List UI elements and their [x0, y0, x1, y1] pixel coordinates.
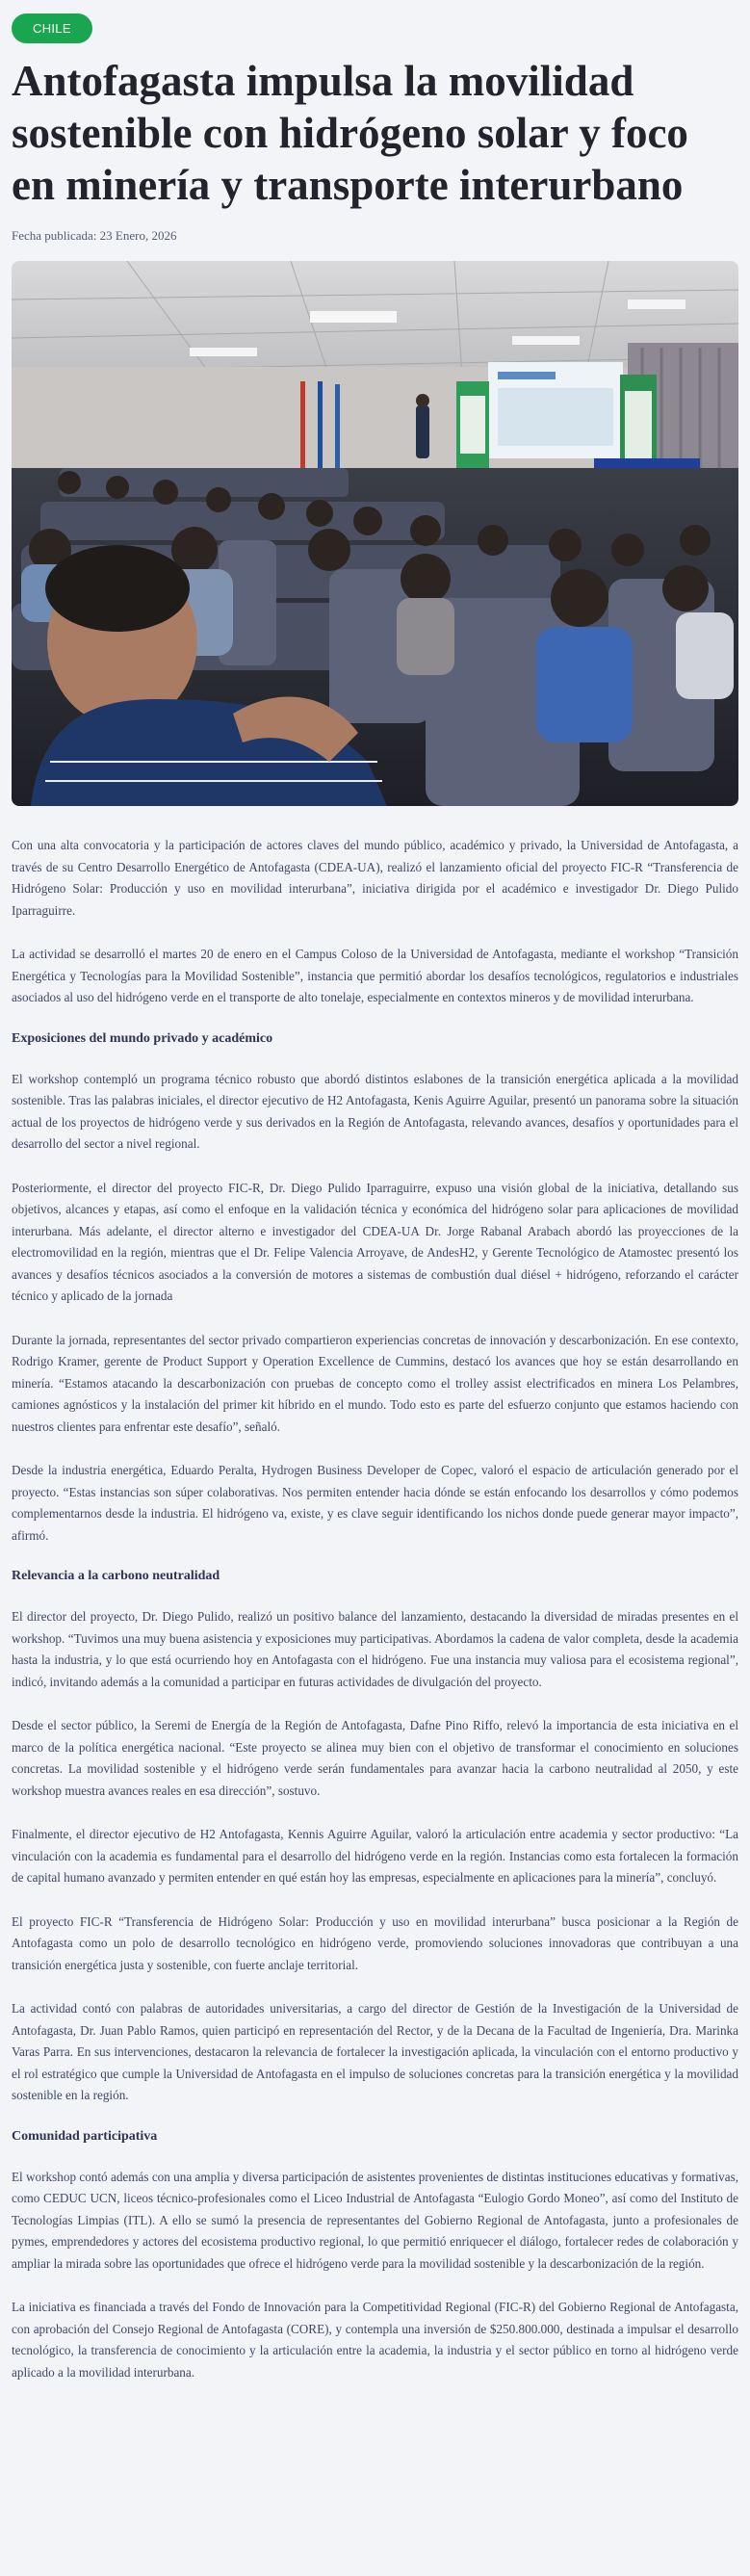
publish-date: Fecha publicada: 23 Enero, 2026 — [12, 228, 177, 243]
paragraph: La actividad se desarrolló el martes 20 de enero en el Campus Coloso de la Universidad de Antofagasta, mediante el workshop “Transición Energética y Tecnologías para la Movilidad Sostenible”, instancia que permitió abordar los desafíos tecnológicos, regulatorios e industriales asociados al uso del hidrógeno verde en el transporte de alto tonelaje, especialmente en contextos mineros y de movilidad interurbana. — [12, 947, 738, 1004]
section-heading: Relevancia a la carbono neutralidad — [12, 1569, 220, 1583]
category-badge[interactable]: CHILE — [12, 13, 92, 43]
paragraph: Posteriormente, el director del proyecto FIC-R, Dr. Diego Pulido Iparraguirre, expuso una visión global de la iniciativa, detallando sus objetivos, alcances y etapas, así como el enfoque en la validación técnica y económica del hidrógeno solar para aplicaciones de movilidad interurbana. Más adelante, el director alterno e investigador del CDEA-UA Dr. Jorge Rabanal Arabach abordó las proyecciones de la electromovilidad en la región, mientras que el Dr. Felipe Valencia Arroyave, de AndesH2, y Gerente Tecnológico de Atamostec presentó los avances y desafíos técnicos asociados a la conversión de motores a sistemas de combustión dual diésel + hidrógeno, reforzando el carácter técnico y aplicado de la jornada — [12, 1180, 738, 1303]
article-body — [12, 835, 738, 2383]
paragraph: La actividad contó con palabras de autoridades universitarias, a cargo del director de Gestión de la Investigación de la Universidad de Antofagasta, Dr. Juan Pablo Ramos, quien participó en representación del Rector, y de la Decana de la Facultad de Ingeniería, Dra. Marinka Varas Parra. En sus intervenciones, destacaron la relevancia de fortalecer la investigación aplicada, la vinculación con el entorno productivo y el rol estratégico que cumple la Universidad de Antofagasta en el impulso de soluciones concretas para la transición energética y la movilidad sostenible en la región. — [12, 2001, 738, 2102]
section-heading: Exposiciones del mundo privado y académico — [12, 1030, 273, 1046]
paragraph: El workshop contempló un programa técnico robusto que abordó distintos eslabones de la transición energética aplicada a la movilidad sostenible. Tras las palabras iniciales, el director ejecutivo de H2 Antofagasta, Kenis Aguirre Aguilar, presentó un panorama sobre la situación actual de los proyectos de hidrógeno verde y sus derivados en la Región de Antofagasta, relevando avances, desafíos y oportunidades para el desarrollo del sector a nivel regional. — [12, 1071, 738, 1151]
paragraph: Durante la jornada, representantes del sector privado compartieron experiencias concretas de innovación y descarbonización. En ese contexto, Rodrigo Kramer, gerente de Product Support y Operation Excellence de Cummins, destacó los avances que hoy se están desarrollando en minería. “Estamos atacando la descarbonización con pruebas de concepto como el trolley assist electrificados en minera Los Pelambres, camiones agnósticos y la instalación del primer kit híbrido en el mundo. Todo esto es parte del esfuerzo conjunto que estamos haciendo con nuestros clientes para enfrentar este desafío”, señaló. — [12, 1332, 738, 1434]
article-title: Antofagasta impulsa la movilidad sostenible con hidrógeno solar y foco en minería y transporte interurbano — [12, 57, 688, 209]
paragraph: La iniciativa es financiada a través del Fondo de Innovación para la Competitividad Regional (FIC-R) del Gobierno Regional de Antofagasta, con aprobación del Consejo Regional de Antofagasta (CORE), y contempla una inversión de $250.800.000, destinada a impulsar el desarrollo tecnológico, la transferencia de conocimiento y la articulación entre la academia, la industria y el sector público en torno al hidrógeno verde aplicado a la movilidad interurbana. — [12, 2300, 738, 2380]
paragraph: El director del proyecto, Dr. Diego Pulido, realizó un positivo balance del lanzamiento, destacando la diversidad de miradas presentes en el workshop. “Tuvimos una muy buena asistencia y exposiciones muy participativas. Abordamos la cadena de valor completa, desde la academia hasta la industria, y lo que está ocurriendo hoy en Antofagasta con el hidrógeno. Fue una instancia muy valiosa para el ecosistema regional”, indicó, invitando además a la comunidad a participar en futuras actividades de divulgación del proyecto. — [12, 1609, 738, 1689]
paragraph: Finalmente, el director ejecutivo de H2 Antofagasta, Kennis Aguirre Aguilar, valoró la articulación entre academia y sector productivo: “La vinculación con la academia es fundamental para el desarrollo del hidrógeno verde en la región. Instancias como esta fortalecen la formación de capital humano avanzado y permiten entender en qué están hoy las empresas, especialmente en aplicaciones para la minería”, concluyó. — [12, 1827, 738, 1885]
paragraph: Desde la industria energética, Eduardo Peralta, Hydrogen Business Developer de Copec, valoró el espacio de articulación generado por el proyecto. “Estas instancias son súper colaborativas. Nos permiten entender hacia dónde se están enfocando los desarrollos y cómo podemos complementarnos desde la industria. El hidrógeno va, existe, y es clave seguir identificando los nichos donde puede generar mayor impacto”, afirmó. — [12, 1463, 738, 1543]
paragraph: El workshop contó además con una amplia y diversa participación de asistentes provenientes de distintas instituciones educativas y formativas, como CEDUC UCN, liceos técnico-profesionales como el Liceo Industrial de Antofagasta “Eulogio Gordo Moneo”, así como del Instituto de Tecnologías Limpias (ITL). A ello se sumó la presencia de representantes del Gobierno Regional de Antofagasta, junto a profesionales de pymes, emprendedores y actores del ecosistema productivo regional, lo que permitió enriquecer el diálogo, fortalecer redes de colaboración y ampliar la mirada sobre las oportunidades que ofrece el hidrógeno verde para la movilidad sostenible y la descarbonización de la región. — [12, 2169, 738, 2271]
paragraph: Desde el sector público, la Seremi de Energía de la Región de Antofagasta, Dafne Pino Riffo, relevó la importancia de esta iniciativa en el marco de la política energética nacional. “Este proyecto se alinea muy bien con el objetivo de transformar el conocimiento en soluciones concretas. La movilidad sostenible y el hidrógeno verde serán fundamentales para avanzar hacia la carbono neutralidad al 2050, y este workshop muestra avances reales en esa dirección”, sostuvo. — [12, 1718, 738, 1798]
paragraph: Con una alta convocatoria y la participación de actores claves del mundo público, académico y privado, la Universidad de Antofagasta, a través de su Centro Desarrollo Energético de Antofagasta (CDEA-UA), realizó el lanzamiento oficial del proyecto FIC-R “Transferencia de Hidrógeno Solar: Producción y uso en movilidad interurbana”, iniciativa dirigida por el académico e investigador Dr. Diego Pulido Iparraguirre. — [12, 838, 738, 918]
article-photo — [12, 261, 738, 806]
paragraph: El proyecto FIC-R “Transferencia de Hidrógeno Solar: Producción y uso en movilidad interurbana” busca posicionar a la Región de Antofagasta como un polo de desarrollo tecnológico en hidrógeno verde, promoviendo soluciones innovadoras que contribuyan a una transición energética justa y sostenible, con fuerte anclaje territorial. — [12, 1913, 738, 1972]
section-heading: Comunidad participativa — [12, 2128, 158, 2144]
